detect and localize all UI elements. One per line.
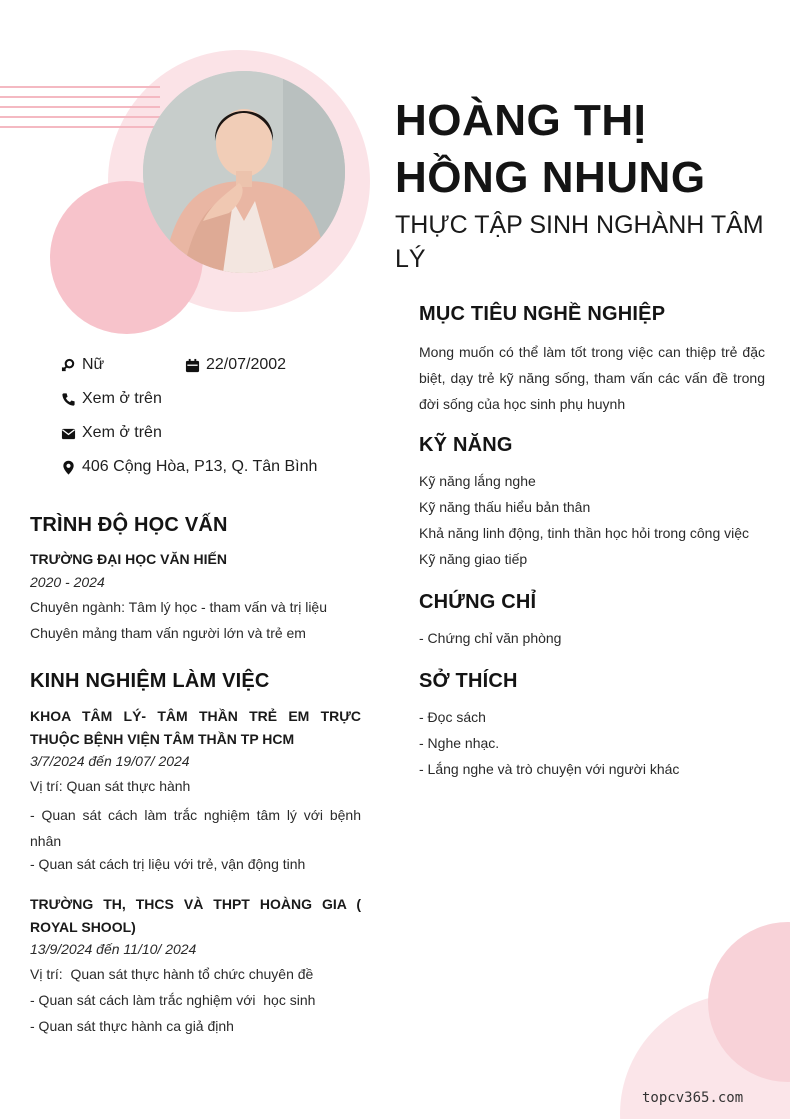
birthday-value: 22/07/2002 xyxy=(206,356,287,373)
address-value: 406 Cộng Hòa, P13, Q. Tân Bình xyxy=(82,458,318,475)
education-school: TRƯỜNG ĐẠI HỌC VĂN HIẾN xyxy=(30,551,228,567)
certificates-title: CHỨNG CHỈ xyxy=(419,591,537,613)
experience-line: - Quan sát cách làm trắc nghiệm với học sinh xyxy=(30,992,316,1008)
hobby-item: - Nghe nhạc. xyxy=(419,735,500,751)
skill-item: Kỹ năng giao tiếp xyxy=(419,551,528,567)
candidate-name xyxy=(395,92,775,206)
skill-item: Kỹ năng lắng nghe xyxy=(419,473,536,489)
certificate-item: - Chứng chỉ văn phòng xyxy=(419,630,562,646)
envelope-icon xyxy=(61,426,76,441)
profile-photo xyxy=(143,71,345,273)
experience-line: - Quan sát thực hành ca giả định xyxy=(30,1018,234,1034)
calendar-icon xyxy=(185,358,200,373)
map-pin-icon xyxy=(61,460,76,475)
experience-period: 13/9/2024 đến 11/10/ 2024 xyxy=(30,941,197,957)
name-line-2: HỒNG NHUNG xyxy=(395,153,706,202)
education-period: 2020 - 2024 xyxy=(30,574,105,590)
hobby-item: - Lắng nghe và trò chuyện với người khác xyxy=(419,761,680,777)
gender-icon xyxy=(61,358,76,373)
skill-item: Khả năng linh động, tinh thần học hỏi trong công việc xyxy=(419,525,750,541)
objective-text: Mong muốn có thể làm tốt trong việc can thiệp trẻ đặc biệt, dạy trẻ kỹ năng sống, tham vấn các vấn đề trong đời sống của học sinh phụ huynh xyxy=(419,344,765,412)
info-email xyxy=(61,424,162,442)
name-line-1: HOÀNG THỊ xyxy=(395,96,647,145)
experience-title: KINH NGHIỆM LÀM VIỆC xyxy=(30,670,270,692)
experience-org: TRƯỜNG TH, THCS VÀ THPT HOÀNG GIA ( ROYAL SHOOL) xyxy=(30,896,361,935)
phone-icon xyxy=(61,392,76,407)
job-title: THỰC TẬP SINH NGHÀNH TÂM LÝ xyxy=(395,211,764,273)
experience-line: Vị trí: Quan sát thực hành tổ chức chuyên đề xyxy=(30,966,314,982)
info-phone xyxy=(61,390,162,408)
decor-stripes xyxy=(0,86,160,130)
education-line: Chuyên mảng tham vấn người lớn và trẻ em xyxy=(30,625,306,641)
experience-line: Vị trí: Quan sát thực hành xyxy=(30,778,191,794)
experience-line: - Quan sát cách trị liệu với trẻ, vận động tinh xyxy=(30,856,306,872)
hobbies-title: SỞ THÍCH xyxy=(419,670,518,692)
info-gender xyxy=(61,356,104,374)
experience-line: - Quan sát cách làm trắc nghiệm tâm lý với bệnh nhân xyxy=(30,807,361,849)
phone-value: Xem ở trên xyxy=(82,390,162,407)
watermark: topcv365.com xyxy=(642,1090,744,1106)
email-value: Xem ở trên xyxy=(82,424,162,441)
skill-item: Kỹ năng thấu hiểu bản thân xyxy=(419,499,591,515)
info-birthday xyxy=(185,356,286,374)
hobby-item: - Đọc sách xyxy=(419,709,486,725)
gender-value: Nữ xyxy=(82,356,105,373)
experience-period: 3/7/2024 đến 19/07/ 2024 xyxy=(30,753,190,769)
education-line: Chuyên ngành: Tâm lý học - tham vấn và trị liệu xyxy=(30,599,328,615)
education-title: TRÌNH ĐỘ HỌC VẤN xyxy=(30,514,228,536)
objective-title: MỤC TIÊU NGHỀ NGHIỆP xyxy=(419,303,666,325)
info-address xyxy=(61,458,317,476)
experience-org: KHOA TÂM LÝ- TÂM THẦN TRẺ EM TRỰC THUỘC BỆNH VIỆN TÂM THẦN TP HCM xyxy=(30,708,361,747)
skills-title: KỸ NĂNG xyxy=(419,434,513,456)
